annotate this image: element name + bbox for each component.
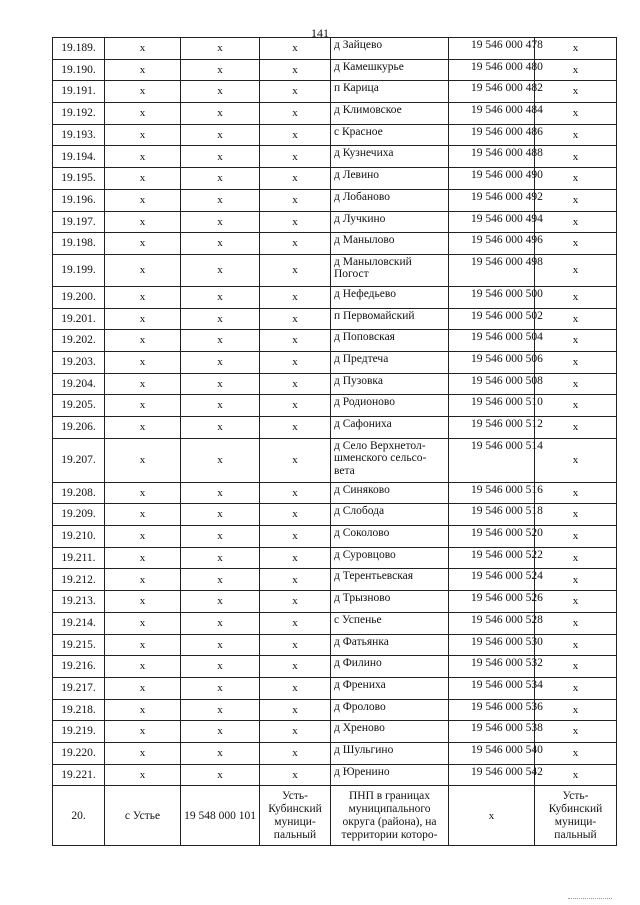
row-number: 19.193. (53, 124, 105, 146)
table-row (53, 233, 617, 255)
settlement-name: д Климовское (331, 103, 449, 125)
cell-x: x (535, 721, 617, 743)
table-row (53, 103, 617, 125)
settlement-name: д Терентьевская (331, 569, 449, 591)
cell-x: x (181, 211, 260, 233)
settlement-code: 19 546 000 488 (449, 146, 535, 168)
cell-x: x (260, 526, 331, 548)
cell-x: x (535, 308, 617, 330)
cell-x: x (105, 168, 181, 190)
cell-x: x (105, 189, 181, 211)
cell-x: x (181, 59, 260, 81)
settlement-name: д Нефедьево (331, 286, 449, 308)
cell-x: x (260, 395, 331, 417)
municipality-name-2: Усть-Кубинский муници-пальный (535, 786, 617, 846)
row-number: 19.199. (53, 254, 105, 286)
cell-x: x (535, 634, 617, 656)
settlement-code: 19 546 000 536 (449, 699, 535, 721)
settlement-code: 19 546 000 496 (449, 233, 535, 255)
settlement-code: 19 546 000 516 (449, 482, 535, 504)
cell-x: x (260, 124, 331, 146)
cell-x: x (105, 612, 181, 634)
table-row (53, 330, 617, 352)
cell-x: x (105, 504, 181, 526)
row-number: 19.220. (53, 742, 105, 764)
settlement-name: д Сафониха (331, 417, 449, 439)
cell-x: x (260, 168, 331, 190)
cell-x: x (181, 504, 260, 526)
row-number: 19.207. (53, 438, 105, 482)
row-number: 19.203. (53, 351, 105, 373)
settlement-name: д Левино (331, 168, 449, 190)
settlement-code: 19 546 000 528 (449, 612, 535, 634)
row-number: 19.190. (53, 59, 105, 81)
cell-x: x (535, 373, 617, 395)
table-row (53, 286, 617, 308)
cell-x: x (535, 286, 617, 308)
settlement-code: 19 546 000 500 (449, 286, 535, 308)
settlement-description: ПНП в границах муниципального округа (района), на территории которо- (331, 786, 449, 846)
cell-x: x (105, 634, 181, 656)
cell-x: x (181, 699, 260, 721)
cell-x: x (181, 764, 260, 786)
settlement-name: д Френиха (331, 677, 449, 699)
cell-x: x (105, 721, 181, 743)
settlement-name: д Фролово (331, 699, 449, 721)
cell-x: x (181, 526, 260, 548)
cell-x: x (535, 146, 617, 168)
table-row (53, 417, 617, 439)
cell-x: x (105, 351, 181, 373)
cell-x: x (260, 254, 331, 286)
cell-x: x (181, 146, 260, 168)
settlement-code: 19 546 000 492 (449, 189, 535, 211)
table-row (53, 211, 617, 233)
settlement-code: 19 546 000 484 (449, 103, 535, 125)
cell-x: x (535, 438, 617, 482)
cell-x: x (105, 569, 181, 591)
cell-x: x (105, 81, 181, 103)
table-row (53, 308, 617, 330)
cell-x: x (181, 591, 260, 613)
cell-x: x (260, 504, 331, 526)
settlement-code: 19 546 000 522 (449, 547, 535, 569)
table-row (53, 721, 617, 743)
cell-x: x (181, 330, 260, 352)
cell-x: x (105, 38, 181, 60)
settlement-code: 19 546 000 504 (449, 330, 535, 352)
table-row (53, 59, 617, 81)
settlement-code: 19 546 000 538 (449, 721, 535, 743)
cell-x: x (535, 656, 617, 678)
cell-x: x (260, 38, 331, 60)
settlements-table (52, 37, 617, 846)
cell-x: x (535, 547, 617, 569)
table-row (53, 395, 617, 417)
cell-x: x (181, 547, 260, 569)
settlement-code: 19 546 000 534 (449, 677, 535, 699)
cell-x: x (105, 699, 181, 721)
row-number: 19.202. (53, 330, 105, 352)
row-number: 19.201. (53, 308, 105, 330)
cell-x: x (535, 168, 617, 190)
row-number: 19.194. (53, 146, 105, 168)
cell-x: x (260, 591, 331, 613)
row-number: 19.204. (53, 373, 105, 395)
cell-x: x (260, 677, 331, 699)
row-number: 19.219. (53, 721, 105, 743)
cell-x: x (181, 254, 260, 286)
row-number: 19.189. (53, 38, 105, 60)
cell-x: x (535, 764, 617, 786)
row-number: 19.214. (53, 612, 105, 634)
cell-x: x (535, 38, 617, 60)
settlement-code: 19 546 000 478 (449, 38, 535, 60)
cell-x: x (105, 233, 181, 255)
cell-x: x (535, 417, 617, 439)
cell-x: x (260, 308, 331, 330)
row-number: 19.205. (53, 395, 105, 417)
cell-x: x (260, 547, 331, 569)
settlement-code: 19 546 000 498 (449, 254, 535, 286)
cell-x: x (181, 417, 260, 439)
settlement-code: 19 546 000 532 (449, 656, 535, 678)
cell-x: x (260, 482, 331, 504)
table-row (53, 189, 617, 211)
cell-x: x (181, 308, 260, 330)
row-number: 19.211. (53, 547, 105, 569)
settlement-name: д Маныловский Погост (331, 254, 449, 286)
table-row (53, 634, 617, 656)
table-row (53, 124, 617, 146)
row-number: 19.195. (53, 168, 105, 190)
settlement-name: д Село Верхнетол-шменского сельсо-вета (331, 438, 449, 482)
settlement-name: д Родионово (331, 395, 449, 417)
row-number: 19.200. (53, 286, 105, 308)
cell-x: x (260, 211, 331, 233)
table-row (53, 373, 617, 395)
settlement-code: 19 546 000 524 (449, 569, 535, 591)
cell-x: x (181, 656, 260, 678)
settlement-name: д Соколово (331, 526, 449, 548)
cell-x: x (260, 103, 331, 125)
row-number: 19.218. (53, 699, 105, 721)
cell-x: x (105, 742, 181, 764)
cell-x: x (181, 438, 260, 482)
page-footer-mark (568, 895, 612, 899)
cell-x: x (260, 699, 331, 721)
table-row (53, 81, 617, 103)
cell-x: x (105, 395, 181, 417)
cell-x: x (105, 103, 181, 125)
cell-x: x (181, 103, 260, 125)
cell-x: x (181, 233, 260, 255)
cell-x: x (260, 634, 331, 656)
municipality-name: Усть-Кубинский муници-пальный (260, 786, 331, 846)
settlement-name: д Слобода (331, 504, 449, 526)
row-number: 19.213. (53, 591, 105, 613)
cell-x: x (181, 721, 260, 743)
cell-x: x (105, 308, 181, 330)
settlement-name: д Синяково (331, 482, 449, 504)
cell-x: x (260, 146, 331, 168)
table-row (53, 742, 617, 764)
cell-x: x (535, 677, 617, 699)
settlement-code: x (449, 786, 535, 846)
cell-x: x (105, 330, 181, 352)
row-number: 19.206. (53, 417, 105, 439)
cell-x: x (105, 124, 181, 146)
cell-x: x (181, 38, 260, 60)
row-number: 19.192. (53, 103, 105, 125)
cell-x: x (181, 482, 260, 504)
cell-x: x (105, 547, 181, 569)
cell-x: x (535, 504, 617, 526)
cell-x: x (260, 81, 331, 103)
settlement-name: с Успенье (331, 612, 449, 634)
settlement-code: 19 546 000 520 (449, 526, 535, 548)
table-row (53, 351, 617, 373)
settlement-name: д Кузнечиха (331, 146, 449, 168)
settlement-name: с Красное (331, 124, 449, 146)
settlement-name: д Трызново (331, 591, 449, 613)
cell-x: x (105, 59, 181, 81)
cell-x: x (105, 146, 181, 168)
settlement-name: д Пузовка (331, 373, 449, 395)
row-number: 19.197. (53, 211, 105, 233)
cell-x: x (535, 124, 617, 146)
cell-x: x (260, 189, 331, 211)
cell-x: x (181, 569, 260, 591)
table-row (53, 168, 617, 190)
table-row (53, 699, 617, 721)
table-row (53, 591, 617, 613)
settlement-code: 19 546 000 510 (449, 395, 535, 417)
table-row (53, 482, 617, 504)
cell-x: x (181, 81, 260, 103)
settlement-name: д Лобаново (331, 189, 449, 211)
settlement-code: 19 546 000 542 (449, 764, 535, 786)
settlement-name: д Лучкино (331, 211, 449, 233)
row-number: 19.210. (53, 526, 105, 548)
cell-x: x (260, 286, 331, 308)
cell-x: x (105, 417, 181, 439)
cell-x: x (181, 351, 260, 373)
settlement-code: 19 546 000 506 (449, 351, 535, 373)
cell-x: x (535, 330, 617, 352)
center-name: с Устье (105, 786, 181, 846)
settlement-code: 19 546 000 482 (449, 81, 535, 103)
settlement-name: д Филино (331, 656, 449, 678)
cell-x: x (105, 656, 181, 678)
row-number: 19.209. (53, 504, 105, 526)
cell-x: x (105, 286, 181, 308)
cell-x: x (535, 482, 617, 504)
cell-x: x (181, 124, 260, 146)
cell-x: x (260, 764, 331, 786)
table-row (53, 612, 617, 634)
cell-x: x (535, 81, 617, 103)
settlement-code: 19 546 000 490 (449, 168, 535, 190)
settlement-name: д Камешкурье (331, 59, 449, 81)
row-number: 20. (53, 786, 105, 846)
table-row (53, 526, 617, 548)
table-row (53, 547, 617, 569)
cell-x: x (105, 254, 181, 286)
cell-x: x (260, 233, 331, 255)
cell-x: x (260, 612, 331, 634)
cell-x: x (535, 569, 617, 591)
cell-x: x (181, 634, 260, 656)
table-row (53, 764, 617, 786)
settlement-name: д Шульгино (331, 742, 449, 764)
row-number: 19.217. (53, 677, 105, 699)
settlement-name: д Предтеча (331, 351, 449, 373)
settlement-name: д Манылово (331, 233, 449, 255)
settlement-name: д Фатьянка (331, 634, 449, 656)
cell-x: x (181, 286, 260, 308)
table-row (53, 569, 617, 591)
settlement-name: д Зайцево (331, 38, 449, 60)
cell-x: x (260, 373, 331, 395)
settlement-code: 19 546 000 518 (449, 504, 535, 526)
cell-x: x (181, 612, 260, 634)
table-row (53, 254, 617, 286)
cell-x: x (535, 395, 617, 417)
cell-x: x (260, 330, 331, 352)
row-number: 19.215. (53, 634, 105, 656)
cell-x: x (535, 211, 617, 233)
page-number: 141 (311, 26, 329, 40)
cell-x: x (535, 189, 617, 211)
settlement-name: д Поповская (331, 330, 449, 352)
settlement-code: 19 546 000 540 (449, 742, 535, 764)
table-row-20 (53, 786, 617, 846)
cell-x: x (260, 721, 331, 743)
settlement-name: д Суровцово (331, 547, 449, 569)
cell-x: x (105, 438, 181, 482)
cell-x: x (260, 656, 331, 678)
cell-x: x (260, 351, 331, 373)
settlement-code: 19 546 000 480 (449, 59, 535, 81)
row-number: 19.212. (53, 569, 105, 591)
cell-x: x (105, 211, 181, 233)
cell-x: x (181, 373, 260, 395)
cell-x: x (535, 254, 617, 286)
cell-x: x (260, 59, 331, 81)
table-row (53, 146, 617, 168)
cell-x: x (535, 526, 617, 548)
table-row (53, 38, 617, 60)
center-code: 19 548 000 101 (181, 786, 260, 846)
cell-x: x (535, 699, 617, 721)
settlement-code: 19 546 000 514 (449, 438, 535, 482)
table-row (53, 438, 617, 482)
cell-x: x (535, 59, 617, 81)
cell-x: x (535, 742, 617, 764)
settlement-code: 19 546 000 530 (449, 634, 535, 656)
cell-x: x (260, 417, 331, 439)
table-row (53, 677, 617, 699)
cell-x: x (260, 438, 331, 482)
row-number: 19.208. (53, 482, 105, 504)
row-number: 19.198. (53, 233, 105, 255)
cell-x: x (260, 742, 331, 764)
row-number: 19.221. (53, 764, 105, 786)
cell-x: x (105, 373, 181, 395)
cell-x: x (105, 677, 181, 699)
settlement-code: 19 546 000 502 (449, 308, 535, 330)
cell-x: x (105, 591, 181, 613)
settlement-code: 19 546 000 494 (449, 211, 535, 233)
settlement-code: 19 546 000 486 (449, 124, 535, 146)
settlement-name: п Карица (331, 81, 449, 103)
cell-x: x (535, 612, 617, 634)
row-number: 19.216. (53, 656, 105, 678)
cell-x: x (105, 482, 181, 504)
settlement-name: п Первомайский (331, 308, 449, 330)
cell-x: x (260, 569, 331, 591)
table-row (53, 504, 617, 526)
cell-x: x (105, 764, 181, 786)
table-row (53, 656, 617, 678)
cell-x: x (181, 395, 260, 417)
cell-x: x (535, 103, 617, 125)
cell-x: x (535, 591, 617, 613)
settlement-name: д Хреново (331, 721, 449, 743)
settlement-code: 19 546 000 526 (449, 591, 535, 613)
row-number: 19.196. (53, 189, 105, 211)
cell-x: x (105, 526, 181, 548)
cell-x: x (181, 189, 260, 211)
cell-x: x (535, 351, 617, 373)
cell-x: x (181, 677, 260, 699)
settlement-code: 19 546 000 512 (449, 417, 535, 439)
cell-x: x (181, 168, 260, 190)
row-number: 19.191. (53, 81, 105, 103)
settlement-name: д Юренино (331, 764, 449, 786)
settlement-code: 19 546 000 508 (449, 373, 535, 395)
cell-x: x (181, 742, 260, 764)
cell-x: x (535, 233, 617, 255)
